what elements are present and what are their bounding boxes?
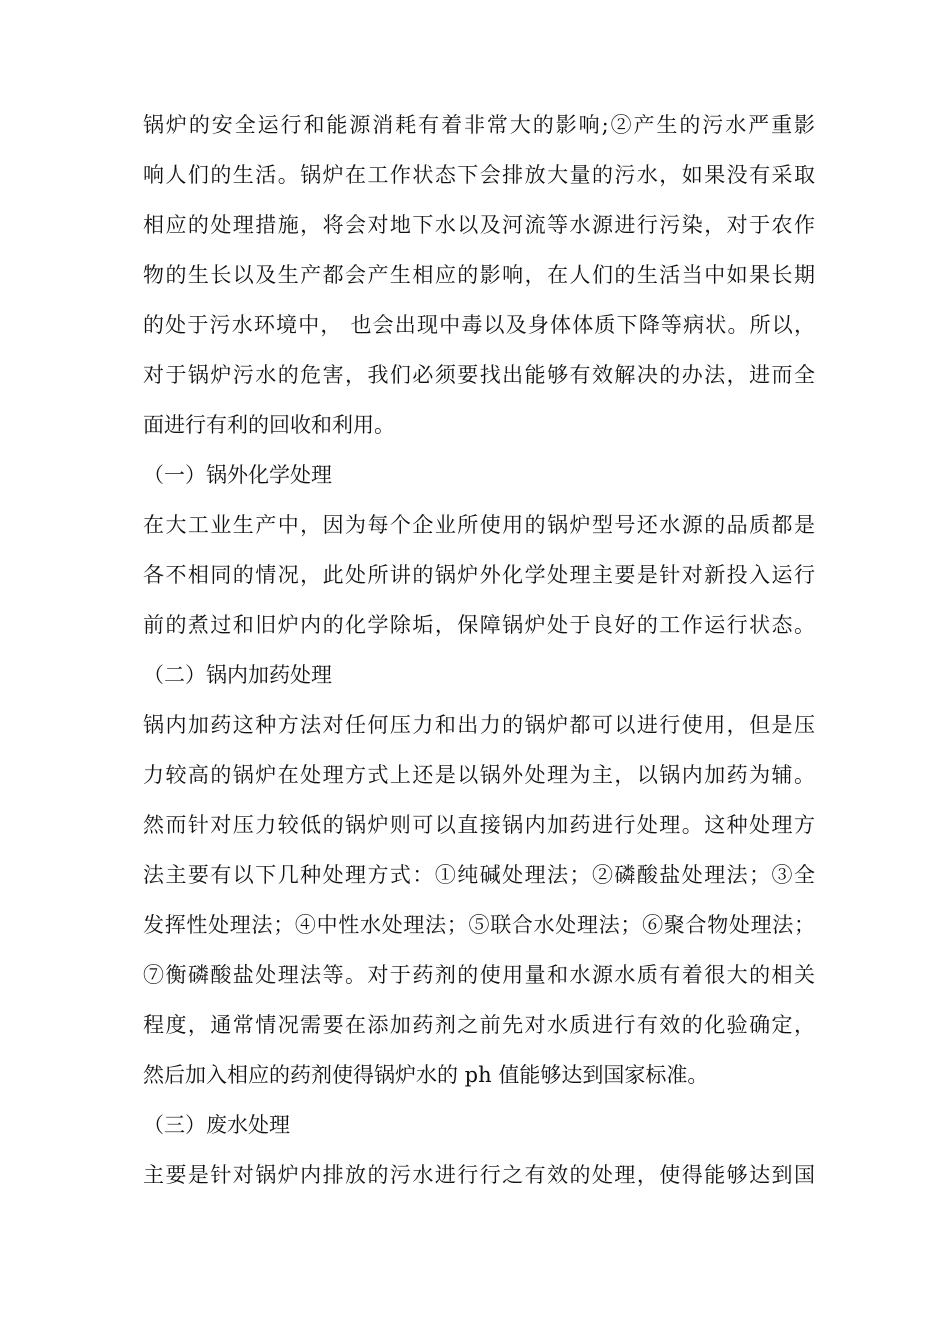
- text-line: 程度，通常情况需要在添加药剂之前先对水质进行有效的化验确定，: [143, 1013, 815, 1037]
- text-line: 对于锅炉污水的危害，我们必须要找出能够有效解决的办法，进而全: [143, 363, 815, 387]
- text-line: 然而针对压力较低的锅炉则可以直接锅内加药进行处理。这种处理方: [143, 813, 815, 837]
- text-line: ⑦衡磷酸盐处理法等。对于药剂的使用量和水源水质有着很大的相关: [143, 963, 815, 987]
- section-heading: （三）废水处理: [143, 1113, 290, 1137]
- text-line: 然后加入相应的药剂使得锅炉水的 ph 值能够达到国家标准。: [143, 1063, 709, 1087]
- document-body: [143, 100, 815, 1200]
- text-line: 法主要有以下几种处理方式：①纯碱处理法；②磷酸盐处理法；③全: [143, 863, 815, 887]
- text-line: 前的煮过和旧炉内的化学除垢，保障锅炉处于良好的工作运行状态。: [143, 613, 815, 637]
- text-line: 力较高的锅炉在处理方式上还是以锅外处理为主，以锅内加药为辅。: [143, 763, 815, 787]
- text-line: 的处于污水环境中， 也会出现中毒以及身体体质下降等病状。所以，: [143, 313, 815, 337]
- text-line: 主要是针对锅炉内排放的污水进行行之有效的处理，使得能够达到国: [143, 1163, 815, 1187]
- text-line: 响人们的生活。锅炉在工作状态下会排放大量的污水，如果没有采取: [143, 163, 815, 187]
- text-line: 相应的处理措施，将会对地下水以及河流等水源进行污染，对于农作: [143, 213, 815, 237]
- text-line: 在大工业生产中，因为每个企业所使用的锅炉型号还水源的品质都是: [143, 513, 815, 537]
- section-heading: （二）锅内加药处理: [143, 663, 332, 687]
- text-line: 发挥性处理法；④中性水处理法；⑤联合水处理法；⑥聚合物处理法；: [143, 913, 815, 937]
- text-line: 面进行有利的回收和利用。: [143, 413, 395, 437]
- section-heading: （一）锅外化学处理: [143, 463, 332, 487]
- text-line: 锅炉的安全运行和能源消耗有着非常大的影响;②产生的污水严重影: [143, 113, 815, 137]
- text-line: 锅内加药这种方法对任何压力和出力的锅炉都可以进行使用，但是压: [143, 713, 815, 737]
- text-line: 各不相同的情况，此处所讲的锅炉外化学处理主要是针对新投入运行: [143, 563, 815, 587]
- text-line: 物的生长以及生产都会产生相应的影响，在人们的生活当中如果长期: [143, 263, 815, 287]
